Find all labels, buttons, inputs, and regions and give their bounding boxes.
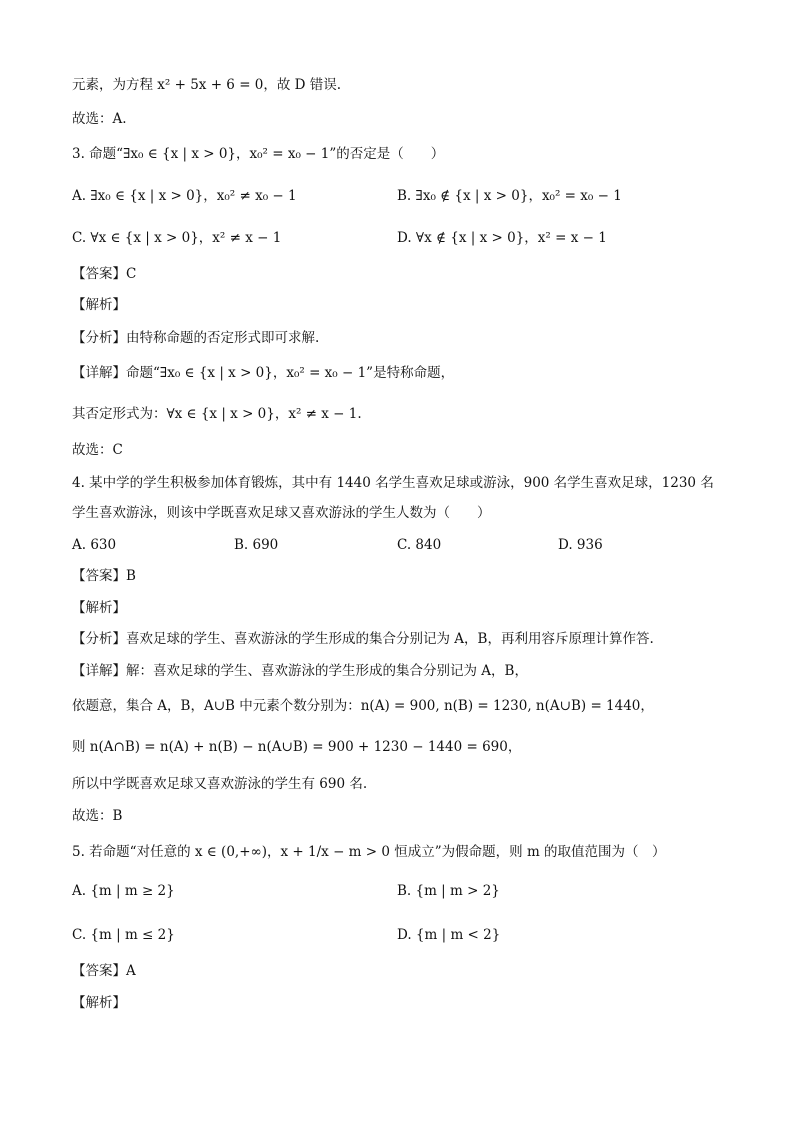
- q3-option-b: B. ∃x₀ ∉ {x | x > 0}，x₀² = x₀ − 1: [397, 188, 622, 204]
- q3-option-a: A. ∃x₀ ∈ {x | x > 0}，x₀² ≠ x₀ − 1: [72, 188, 297, 204]
- q4-detail-line-3: 则 n(A∩B) = n(A) + n(B) − n(A∪B) = 900 + 1230 − 1440 = 690，: [72, 739, 522, 755]
- q5-stem: 5. 若命题“对任意的 x ∈ (0,+∞)，x + 1/x − m > 0 恒成立”为假命题，则 m 的取值范围为（ ）: [72, 844, 666, 860]
- q4-option-c: C. 840: [397, 537, 442, 553]
- q4-option-a: A. 630: [72, 537, 117, 553]
- q4-detail-line-2: 依题意，集合 A，B，A∪B 中元素个数分别为：n(A) = 900, n(B) = 1230, n(A∪B) = 1440，: [72, 698, 654, 714]
- q4-analysis: 【分析】喜欢足球的学生、喜欢游泳的学生形成的集合分别记为 A，B，再利用容斥原理计算作答.: [72, 631, 654, 647]
- q3-answer: 【答案】C: [72, 266, 137, 282]
- q4-detail-line-1: 【详解】解：喜欢足球的学生、喜欢游泳的学生形成的集合分别记为 A，B，: [72, 663, 528, 679]
- q3-detail-line-2: 其否定形式为：∀x ∈ {x | x > 0}，x² ≠ x − 1.: [72, 406, 362, 422]
- q4-option-d: D. 936: [558, 537, 603, 553]
- prev-explanation-line: 元素，为方程 x² + 5x + 6 = 0，故 D 错误.: [72, 77, 342, 93]
- q3-stem: 3. 命题“∃x₀ ∈ {x | x > 0}，x₀² = x₀ − 1”的否定是（ ）: [72, 146, 445, 162]
- q3-option-d: D. ∀x ∉ {x | x > 0}，x² = x − 1: [397, 230, 607, 246]
- q3-detail-line-1: 【详解】命题“∃x₀ ∈ {x | x > 0}，x₀² = x₀ − 1”是特称命题，: [72, 365, 455, 381]
- q5-option-a: A. {m | m ≥ 2}: [72, 883, 175, 899]
- q5-option-c: C. {m | m ≤ 2}: [72, 927, 175, 943]
- q4-choice: 故选：B: [72, 808, 123, 824]
- q4-option-b: B. 690: [234, 537, 279, 553]
- q5-jiexi-heading: 【解析】: [72, 995, 126, 1011]
- q3-jiexi-heading: 【解析】: [72, 297, 126, 313]
- q3-option-c: C. ∀x ∈ {x | x > 0}，x² ≠ x − 1: [72, 230, 282, 246]
- q4-stem-line-1: 4. 某中学的学生积极参加体育锻炼，其中有 1440 名学生喜欢足球或游泳，900 名学生喜欢足球，1230 名: [72, 475, 714, 491]
- q5-option-b: B. {m | m > 2}: [397, 883, 500, 899]
- q4-detail-line-4: 所以中学既喜欢足球又喜欢游泳的学生有 690 名.: [72, 776, 368, 792]
- q3-choice: 故选：C: [72, 442, 123, 458]
- q5-option-d: D. {m | m < 2}: [397, 927, 501, 943]
- prev-choice: 故选：A.: [72, 111, 127, 127]
- q4-stem-line-2: 学生喜欢游泳，则该中学既喜欢足球又喜欢游泳的学生人数为（ ）: [72, 505, 491, 521]
- q5-answer: 【答案】A: [72, 963, 136, 979]
- q4-answer: 【答案】B: [72, 568, 136, 584]
- q3-analysis: 【分析】由特称命题的否定形式即可求解.: [72, 330, 320, 346]
- q4-jiexi-heading: 【解析】: [72, 600, 126, 616]
